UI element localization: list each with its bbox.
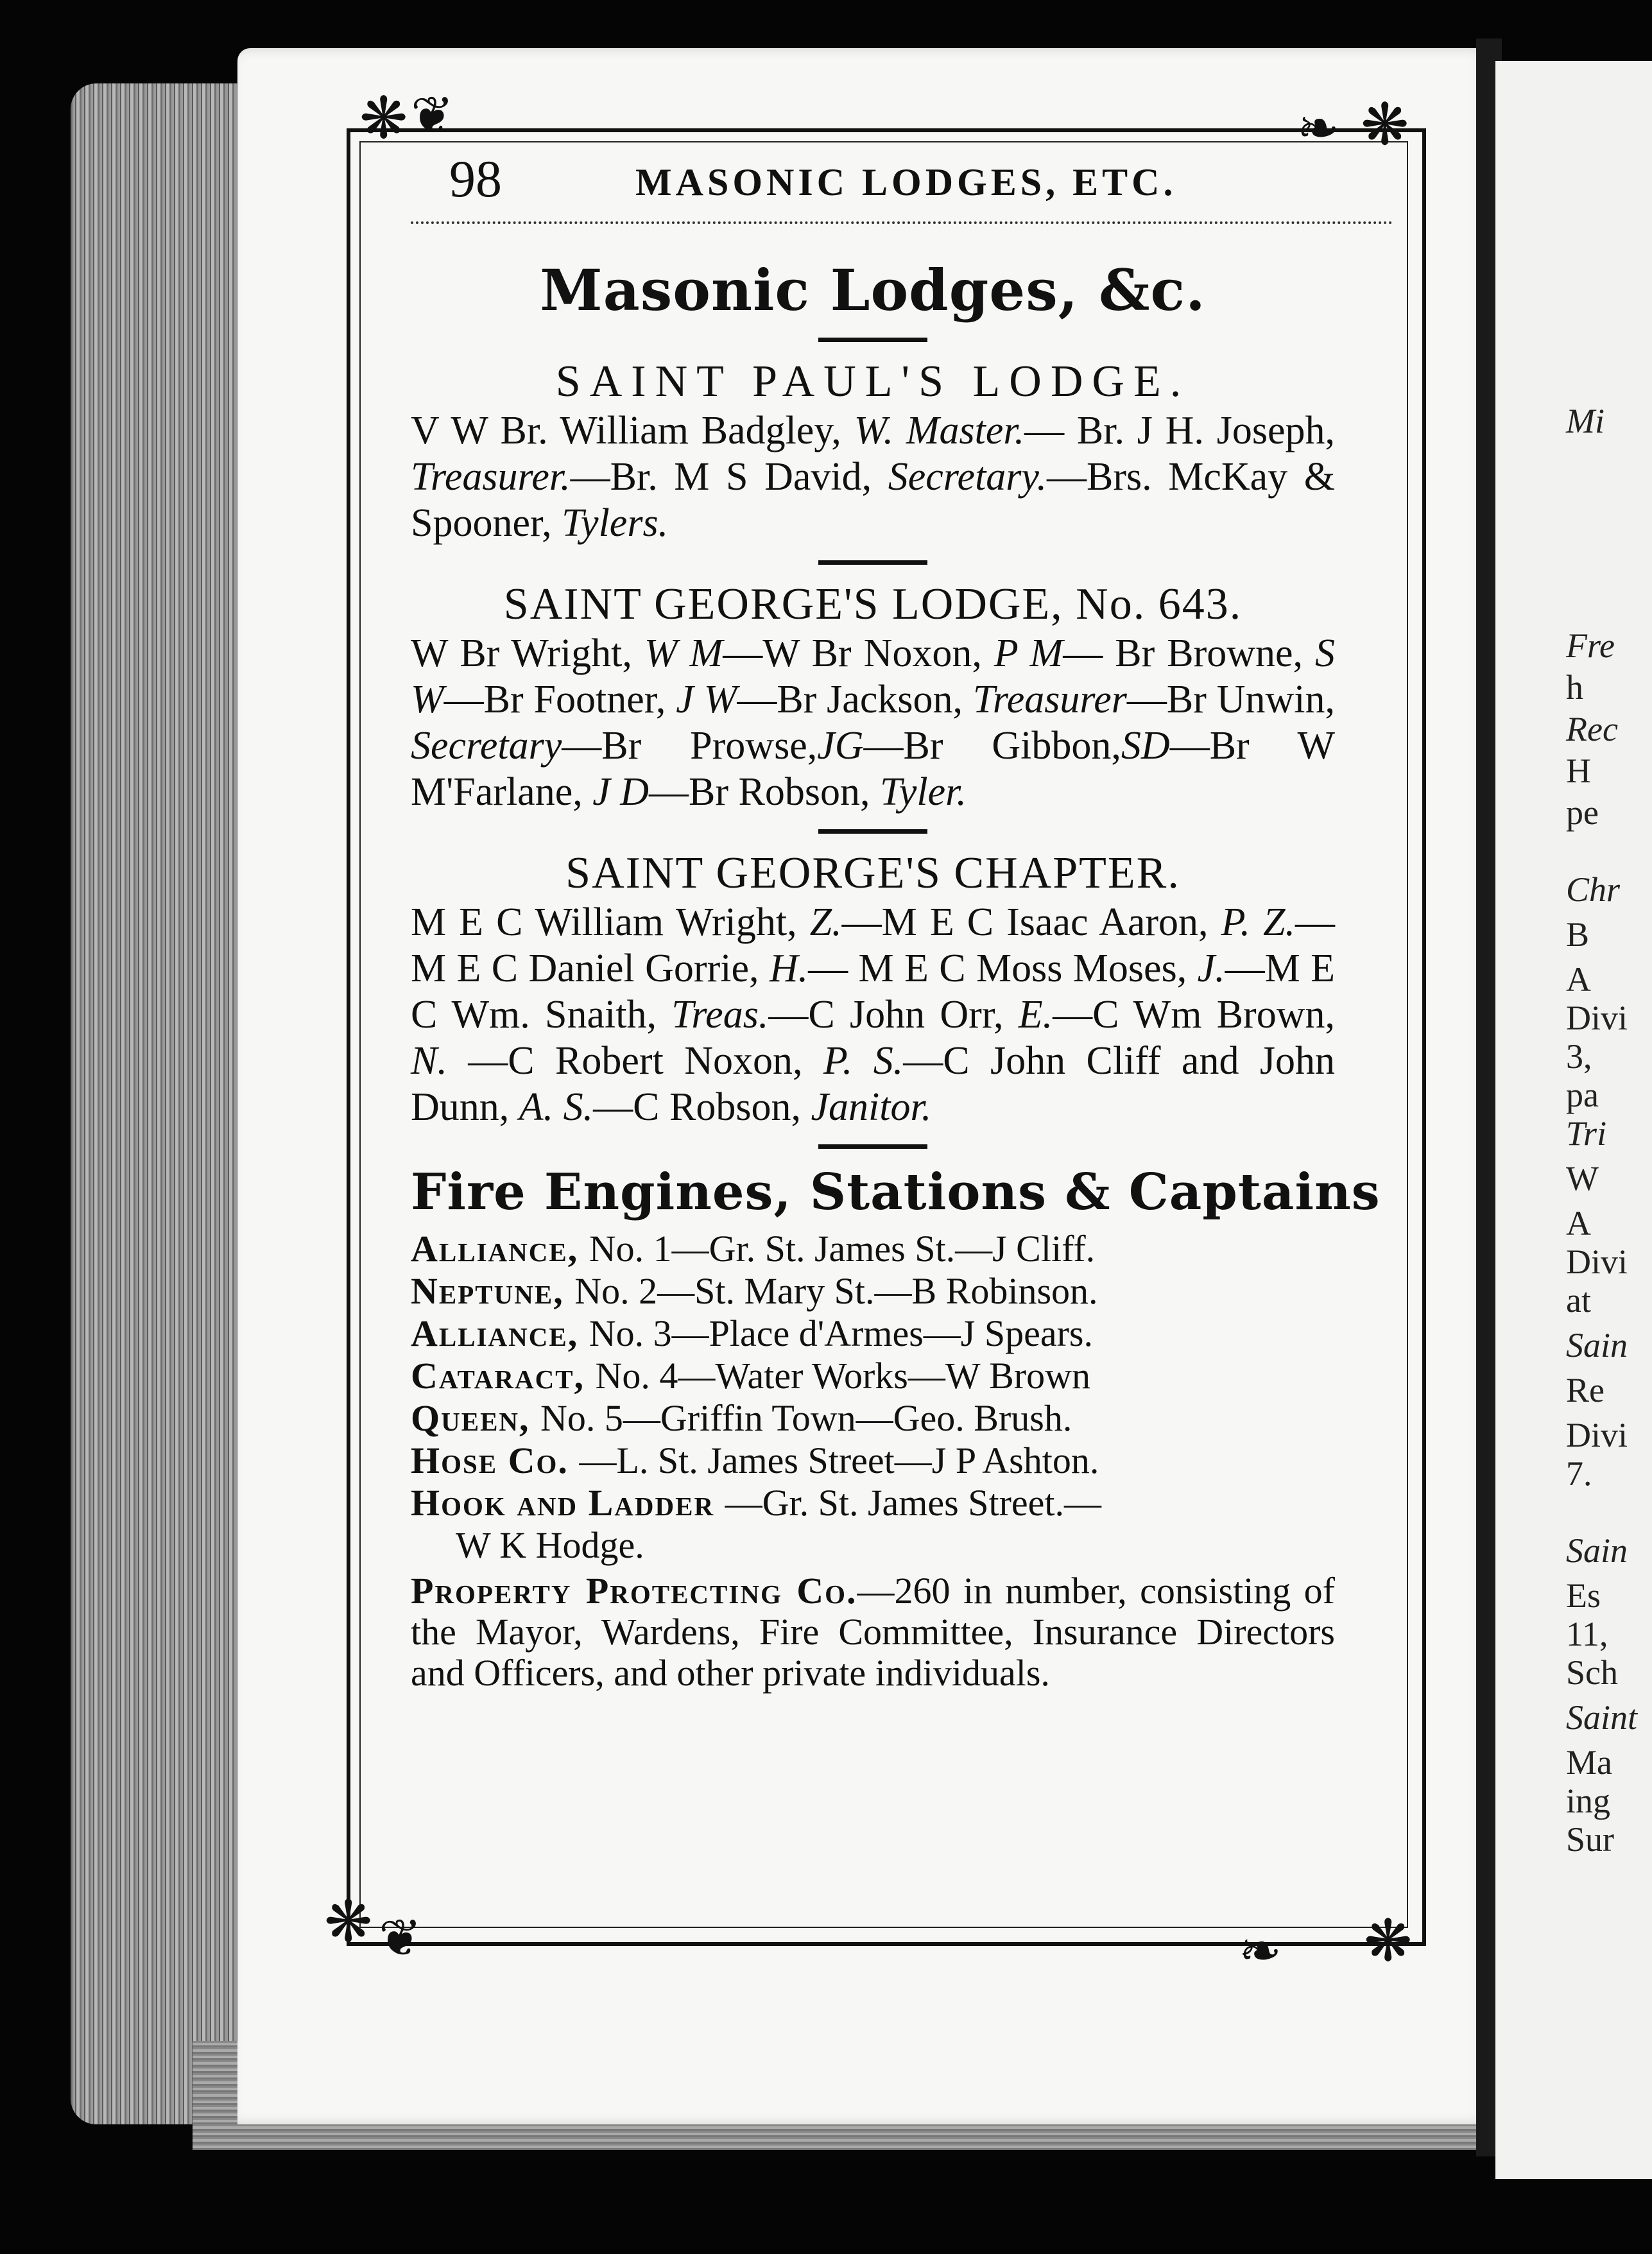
- engine-details: No. 1—Gr. St. James St.—J Cliff.: [589, 1228, 1096, 1269]
- officer-name: —C John Orr,: [768, 993, 1019, 1037]
- fire-engine-list: [411, 1228, 1335, 1567]
- officer-name: —C Wm Brown,: [1053, 993, 1335, 1037]
- engine-details: No. 2—St. Mary St.—B Robinson.: [574, 1270, 1098, 1312]
- officer-name: —C Robson,: [593, 1085, 811, 1129]
- officer-title: J D: [592, 770, 650, 814]
- next-page-fragment: Divi: [1566, 1243, 1628, 1281]
- engine-name: Alliance,: [411, 1312, 589, 1354]
- corner-ornament-icon: ❋: [324, 1888, 373, 1956]
- officer-name: —M E C Daniel Gorrie,: [411, 900, 1336, 990]
- officer-title: H.: [769, 947, 809, 990]
- officer-name: —Brs. McKay & Spooner,: [411, 455, 1335, 545]
- lodge-officers: [411, 408, 1335, 546]
- lodge-officers: [411, 899, 1335, 1130]
- officer-name: —Br Robson,: [649, 770, 880, 814]
- officer-title: W M: [644, 632, 723, 675]
- officer-title: S W: [411, 632, 1335, 721]
- next-page-fragment: ing: [1566, 1782, 1611, 1820]
- officer-name: —C John Cliff and John Dunn,: [411, 1039, 1335, 1129]
- corner-ornament-icon: ❋: [1364, 1907, 1413, 1975]
- officer-name: —M E C Wm. Snaith,: [411, 947, 1336, 1037]
- next-page-fragment: B: [1566, 915, 1590, 954]
- officer-title: N.: [411, 1039, 447, 1083]
- officer-title: W. Master.: [854, 409, 1025, 452]
- officer-name: —Br Jackson,: [737, 678, 973, 721]
- officer-name: — M E C Moss Moses,: [808, 947, 1198, 990]
- officer-title: Janitor.: [811, 1085, 932, 1129]
- next-page-fragment: Tri: [1566, 1114, 1607, 1153]
- officer-name: — Br Browne,: [1063, 632, 1315, 675]
- engine-details: —L. St. James Street—J P Ashton.: [579, 1440, 1099, 1481]
- fire-engine-row: [411, 1228, 1335, 1270]
- officer-title: Treas.: [671, 993, 769, 1037]
- officer-title: J W: [676, 678, 737, 721]
- officer-title: Secretary: [411, 724, 562, 768]
- officer-title: Tylers.: [562, 501, 669, 545]
- officer-title: P. S.: [823, 1039, 904, 1083]
- officer-name: —C Robert Noxon,: [447, 1039, 823, 1083]
- next-page-fragment: Sain: [1566, 1326, 1628, 1364]
- lodge-officers: [411, 630, 1335, 815]
- page-number: 98: [449, 150, 502, 208]
- page-content: [411, 257, 1381, 1694]
- fire-section-title: Fire Engines, Stations & Captains: [411, 1163, 1381, 1221]
- officer-name: —Br Prowse,: [562, 724, 818, 768]
- next-page-fragment: pe: [1566, 793, 1599, 832]
- officer-title: E.: [1018, 993, 1053, 1037]
- officer-title: Z.: [809, 900, 842, 944]
- next-page-fragment: Sur: [1566, 1820, 1615, 1859]
- page-header: [449, 149, 1284, 219]
- header-rule: [411, 221, 1393, 224]
- corner-ornament-icon: ❋: [359, 85, 408, 152]
- next-page-fragment: Ma: [1566, 1743, 1612, 1782]
- running-head: MASONIC LODGES, ETC.: [635, 161, 1177, 203]
- section-divider: [818, 1144, 927, 1149]
- next-page-fragment: pa: [1566, 1076, 1599, 1114]
- fire-engine-row: [411, 1355, 1335, 1397]
- next-page-fragment: Chr: [1566, 870, 1621, 909]
- engine-name: Alliance,: [411, 1228, 589, 1269]
- engine-name: Hose Co.: [411, 1440, 580, 1481]
- fire-engine-row: [411, 1270, 1335, 1312]
- officer-title: SD: [1121, 724, 1170, 768]
- next-page-fragment: at: [1566, 1281, 1591, 1320]
- next-page-partial: [1495, 61, 1652, 2179]
- officer-title: Treasurer.: [411, 455, 571, 499]
- next-page-fragment: Fre: [1566, 626, 1615, 665]
- officer-title: P. Z.: [1221, 900, 1296, 944]
- corner-ornament-icon: ❋: [1361, 91, 1409, 159]
- officer-name: —Br Unwin,: [1126, 678, 1335, 721]
- next-page-fragment: 7.: [1566, 1454, 1592, 1493]
- engine-name: Hook and Ladder: [411, 1482, 725, 1524]
- next-page-fragment: h: [1566, 668, 1583, 707]
- scroll-ornament-icon: ❧: [1296, 98, 1340, 158]
- engine-name: Queen,: [411, 1397, 541, 1439]
- next-page-fragment: A: [1566, 1204, 1591, 1243]
- officer-name: —M E C Isaac Aaron,: [841, 900, 1221, 944]
- next-page-fragment: 3,: [1566, 1037, 1592, 1076]
- officer-title: JG: [817, 724, 864, 768]
- officer-name: — Br. J H. Joseph,: [1024, 409, 1335, 452]
- section-divider: [818, 829, 927, 834]
- next-page-fragment: Saint: [1566, 1698, 1638, 1737]
- engine-details: W K Hodge.: [456, 1524, 644, 1566]
- next-page-fragment: A: [1566, 960, 1591, 999]
- scroll-ornament-icon: ❧: [1239, 1921, 1282, 1981]
- fire-engine-row: [411, 1440, 1335, 1482]
- next-page-fragment: W: [1566, 1159, 1599, 1198]
- next-page-fragment: Rec: [1566, 710, 1618, 748]
- next-page-fragment: Re: [1566, 1371, 1605, 1409]
- lodge-entry: [411, 579, 1335, 815]
- fire-engine-row: [411, 1397, 1335, 1440]
- scroll-ornament-icon: ❦: [379, 1908, 422, 1968]
- next-page-fragment: Es: [1566, 1576, 1601, 1615]
- engine-details: No. 5—Griffin Town—Geo. Brush.: [540, 1397, 1072, 1439]
- officer-title: P M: [994, 632, 1063, 675]
- section-divider: [818, 338, 927, 342]
- officer-name: —Br W M'Farlane,: [411, 724, 1335, 814]
- officer-name: —Br Footner,: [443, 678, 676, 721]
- engine-details: —Gr. St. James Street.—: [725, 1482, 1101, 1524]
- officer-name: —W Br Noxon,: [723, 632, 994, 675]
- page-title: Masonic Lodges, &c.: [540, 257, 1206, 323]
- fire-engine-row: [411, 1524, 1335, 1567]
- next-page-fragment: 11,: [1566, 1615, 1608, 1653]
- scroll-ornament-icon: ❦: [411, 85, 454, 145]
- lodge-title: SAINT PAUL'S LODGE.: [555, 357, 1191, 406]
- officer-title: J.: [1197, 947, 1225, 990]
- property-protecting-text: —260 in number, consisting of the Mayor, Wardens, Fire Committee, Insurance Directors and Officers, and other private individuals.: [411, 1570, 1335, 1694]
- officer-name: —Br. M S David,: [570, 455, 888, 499]
- next-page-fragment: Divi: [1566, 999, 1628, 1037]
- engine-details: No. 4—Water Works—W Brown: [595, 1355, 1090, 1397]
- fire-engine-row: [411, 1482, 1335, 1524]
- next-page-fragment: Divi: [1566, 1416, 1628, 1454]
- property-protecting-entry: [411, 1570, 1335, 1694]
- lodge-title: SAINT GEORGE'S CHAPTER.: [565, 848, 1180, 898]
- officer-name: V W Br. William Badgley,: [411, 409, 854, 452]
- section-divider: [818, 560, 927, 565]
- lodge-entry: [411, 356, 1335, 546]
- officer-name: —Br Gibbon,: [863, 724, 1121, 768]
- officer-title: Secretary.: [888, 455, 1047, 499]
- officer-name: M E C William Wright,: [411, 900, 810, 944]
- next-page-fragment: Mi: [1566, 402, 1605, 440]
- officer-title: A. S.: [519, 1085, 594, 1129]
- engine-name: Neptune,: [411, 1270, 575, 1312]
- next-page-fragment: H: [1566, 752, 1591, 790]
- next-page-fragment: Sch: [1566, 1653, 1618, 1692]
- lodge-entry: [411, 848, 1335, 1130]
- engine-details: No. 3—Place d'Armes—J Spears.: [589, 1312, 1093, 1354]
- fire-engine-row: [411, 1312, 1335, 1355]
- lodge-title: SAINT GEORGE'S LODGE, No. 643.: [503, 580, 1243, 629]
- next-page-fragment: Sain: [1566, 1531, 1628, 1570]
- officer-title: Treasurer: [972, 678, 1127, 721]
- officer-title: Tyler.: [880, 770, 967, 814]
- officer-name: W Br Wright,: [411, 632, 644, 675]
- property-protecting-name: Property Protecting Co.: [411, 1570, 857, 1612]
- engine-name: Cataract,: [411, 1355, 596, 1397]
